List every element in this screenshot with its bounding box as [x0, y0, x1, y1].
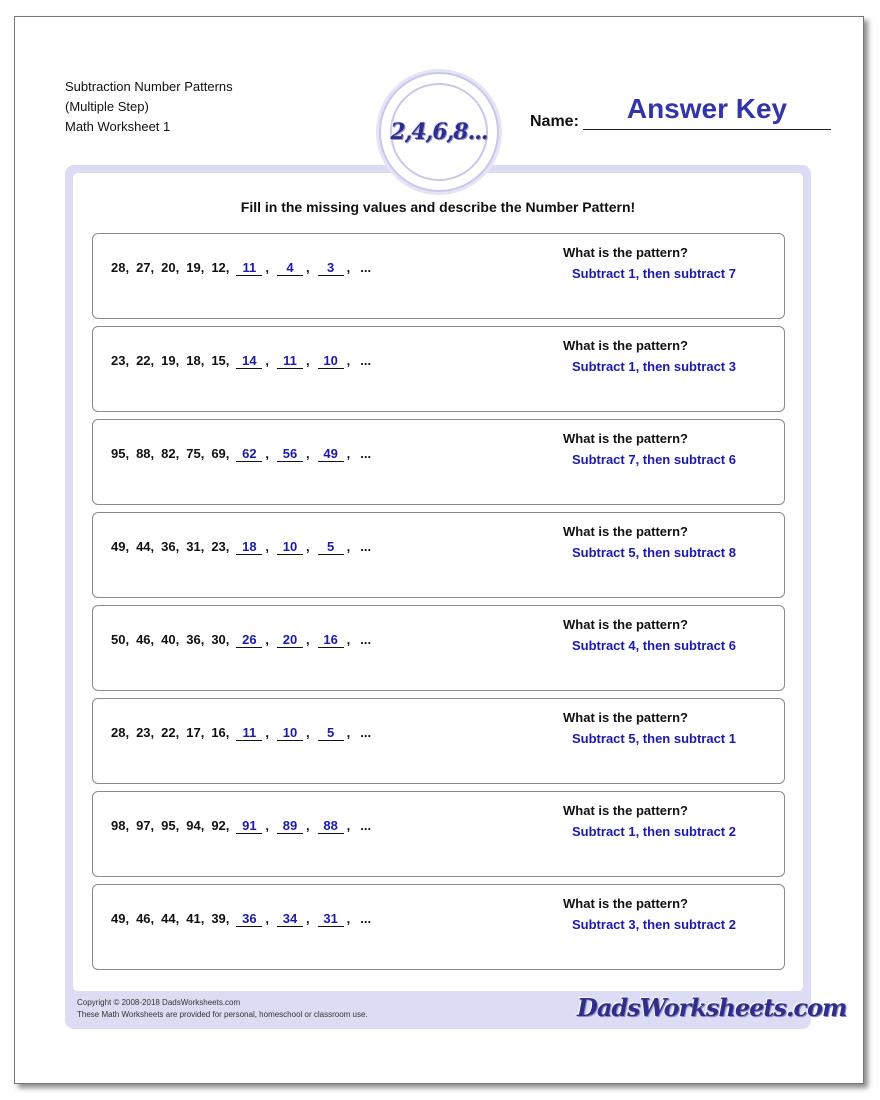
- pattern-question: What is the pattern?: [563, 338, 688, 353]
- given-number: 36,: [161, 539, 180, 554]
- given-number: 36,: [186, 632, 205, 647]
- given-number: 22,: [161, 725, 180, 740]
- given-number: 95,: [161, 818, 180, 833]
- sequence-comma: ,: [306, 260, 310, 275]
- given-number: 50,: [111, 632, 130, 647]
- given-number: 75,: [186, 446, 205, 461]
- title-line-2: (Multiple Step): [65, 99, 149, 114]
- pattern-question: What is the pattern?: [563, 245, 688, 260]
- sequence-ellipsis: ...: [360, 818, 372, 833]
- given-number: 23,: [136, 725, 155, 740]
- given-number: 49,: [111, 911, 130, 926]
- given-number: 49,: [111, 539, 130, 554]
- given-number: 40,: [161, 632, 180, 647]
- answer-blank: 3: [318, 260, 344, 276]
- sequence-ellipsis: ...: [360, 632, 372, 647]
- sequence-comma: ,: [346, 818, 351, 833]
- answer-blank: 11: [236, 260, 262, 276]
- given-number: 27,: [136, 260, 155, 275]
- given-number: 28,: [111, 260, 130, 275]
- instructions: Fill in the missing values and describe the Number Pattern!: [240, 199, 636, 215]
- given-number: 97,: [136, 818, 155, 833]
- sequence-comma: ,: [265, 725, 270, 740]
- given-number: 23,: [111, 353, 130, 368]
- given-number: 82,: [161, 446, 180, 461]
- given-number: 98,: [111, 818, 130, 833]
- number-sequence: [111, 911, 371, 927]
- sequence-comma: ,: [346, 911, 351, 926]
- sequence-comma: ,: [346, 539, 351, 554]
- number-sequence: [111, 539, 371, 555]
- worksheet-title: [65, 77, 233, 137]
- answer-blank: 10: [318, 353, 344, 369]
- problem-box: [92, 884, 785, 970]
- sequence-ellipsis: ...: [360, 725, 372, 740]
- answer-blank: 11: [236, 725, 262, 741]
- given-number: 12,: [211, 260, 230, 275]
- given-number: 44,: [161, 911, 180, 926]
- answer-blank: 18: [236, 539, 262, 555]
- pattern-answer: Subtract 5, then subtract 1: [572, 731, 736, 746]
- sequence-comma: ,: [346, 260, 351, 275]
- pattern-question: What is the pattern?: [563, 431, 688, 446]
- given-number: 88,: [136, 446, 155, 461]
- answer-blank: 88: [318, 818, 344, 834]
- given-number: 46,: [136, 911, 155, 926]
- answer-blank: 56: [277, 446, 303, 462]
- sequence-comma: ,: [346, 353, 351, 368]
- sequence-comma: ,: [265, 260, 270, 275]
- sequence-comma: ,: [265, 353, 270, 368]
- problem-box: [92, 605, 785, 691]
- pattern-answer: Subtract 1, then subtract 3: [572, 359, 736, 374]
- pattern-answer: Subtract 7, then subtract 6: [572, 452, 736, 467]
- given-number: 18,: [186, 353, 205, 368]
- problem-box: [92, 791, 785, 877]
- given-number: 94,: [186, 818, 205, 833]
- sequence-ellipsis: ...: [360, 539, 372, 554]
- sequence-comma: ,: [265, 818, 270, 833]
- sequence-comma: ,: [346, 446, 351, 461]
- sequence-comma: ,: [306, 353, 310, 368]
- answer-blank: 16: [318, 632, 344, 648]
- problem-box: [92, 698, 785, 784]
- problems-panel: [73, 173, 803, 991]
- given-number: 92,: [211, 818, 230, 833]
- problem-box: [92, 512, 785, 598]
- sequence-comma: ,: [306, 725, 310, 740]
- given-number: 22,: [136, 353, 155, 368]
- sequence-comma: ,: [346, 632, 351, 647]
- answer-blank: 20: [277, 632, 303, 648]
- pattern-answer: Subtract 1, then subtract 7: [572, 266, 736, 281]
- given-number: 69,: [211, 446, 230, 461]
- logo-inner-ring: [390, 83, 488, 181]
- pattern-question: What is the pattern?: [563, 896, 688, 911]
- copyright-line: Copyright © 2008-2018 DadsWorksheets.com: [77, 998, 241, 1007]
- number-sequence: [111, 632, 371, 648]
- given-number: 46,: [136, 632, 155, 647]
- pattern-question: What is the pattern?: [563, 803, 688, 818]
- given-number: 28,: [111, 725, 130, 740]
- sequence-comma: ,: [265, 539, 270, 554]
- sequence-comma: ,: [306, 632, 310, 647]
- name-line: [583, 129, 831, 130]
- answer-blank: 89: [277, 818, 303, 834]
- sequence-comma: ,: [346, 725, 351, 740]
- number-pattern-logo: [379, 72, 499, 192]
- given-number: 19,: [161, 353, 180, 368]
- dadsworksheets-logo: DadsWorksheets.com: [577, 993, 847, 1022]
- name-label: Name:: [530, 113, 579, 130]
- answer-blank: 49: [318, 446, 344, 462]
- given-number: 16,: [211, 725, 230, 740]
- given-number: 19,: [186, 260, 205, 275]
- logo-text: 2,4,6,8...: [390, 119, 488, 145]
- answer-blank: 31: [318, 911, 344, 927]
- answer-blank: 10: [277, 725, 303, 741]
- given-number: 30,: [211, 632, 230, 647]
- problem-box: [92, 233, 785, 319]
- pattern-question: What is the pattern?: [563, 524, 688, 539]
- given-number: 15,: [211, 353, 230, 368]
- answer-blank: 5: [318, 725, 344, 741]
- problems-frame: [65, 165, 847, 1029]
- given-number: 39,: [211, 911, 230, 926]
- answer-blank: 36: [236, 911, 262, 927]
- answer-blank: 91: [236, 818, 262, 834]
- sequence-ellipsis: ...: [360, 353, 372, 368]
- answer-blank: 26: [236, 632, 262, 648]
- given-number: 20,: [161, 260, 180, 275]
- title-line-1: Subtraction Number Patterns: [65, 79, 233, 94]
- sequence-comma: ,: [306, 818, 310, 833]
- pattern-question: What is the pattern?: [563, 617, 688, 632]
- pattern-answer: Subtract 3, then subtract 2: [572, 917, 736, 932]
- given-number: 41,: [186, 911, 205, 926]
- answer-blank: 5: [318, 539, 344, 555]
- sequence-comma: ,: [306, 911, 310, 926]
- problem-box: [92, 419, 785, 505]
- answer-blank: 34: [277, 911, 303, 927]
- number-sequence: [111, 725, 371, 741]
- given-number: 17,: [186, 725, 205, 740]
- sequence-comma: ,: [265, 446, 270, 461]
- pattern-answer: Subtract 5, then subtract 8: [572, 545, 736, 560]
- sequence-comma: ,: [265, 632, 270, 647]
- answer-key-heading: Answer Key: [626, 93, 788, 124]
- number-sequence: [111, 446, 371, 462]
- given-number: 31,: [186, 539, 205, 554]
- given-number: 44,: [136, 539, 155, 554]
- sequence-comma: ,: [265, 911, 270, 926]
- answer-blank: 11: [277, 353, 303, 369]
- number-sequence: [111, 260, 371, 276]
- given-number: 23,: [211, 539, 230, 554]
- pattern-answer: Subtract 4, then subtract 6: [572, 638, 736, 653]
- answer-blank: 14: [236, 353, 262, 369]
- answer-blank: 10: [277, 539, 303, 555]
- sequence-comma: ,: [306, 539, 310, 554]
- number-sequence: [111, 353, 371, 369]
- title-line-3: Math Worksheet 1: [65, 119, 171, 134]
- sequence-ellipsis: ...: [360, 446, 372, 461]
- copyright-notice: [77, 997, 368, 1021]
- usage-notice: These Math Worksheets are provided for personal, homeschool or classroom use.: [77, 1010, 368, 1019]
- sequence-ellipsis: ...: [360, 260, 372, 275]
- answer-blank: 62: [236, 446, 262, 462]
- sequence-ellipsis: ...: [360, 911, 372, 926]
- answer-blank: 4: [277, 260, 303, 276]
- pattern-question: What is the pattern?: [563, 710, 688, 725]
- sequence-comma: ,: [306, 446, 310, 461]
- worksheet-page: [14, 16, 864, 1084]
- given-number: 95,: [111, 446, 130, 461]
- number-sequence: [111, 818, 371, 834]
- problem-box: [92, 326, 785, 412]
- pattern-answer: Subtract 1, then subtract 2: [572, 824, 736, 839]
